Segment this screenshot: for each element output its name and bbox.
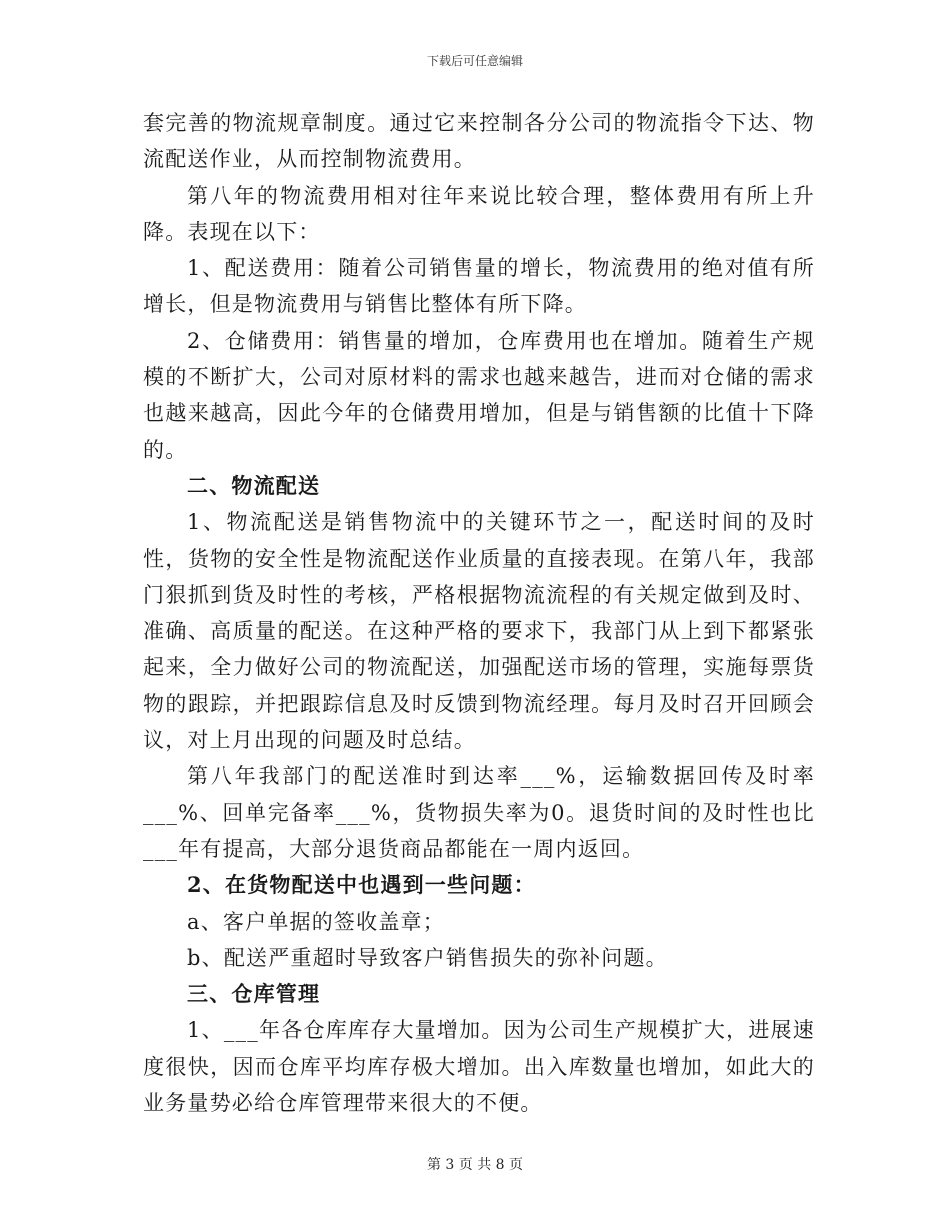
- document-body: [143, 105, 815, 1121]
- subheading-delivery-problems: 2、在货物配送中也遇到一些问题：: [187, 872, 536, 898]
- paragraph-cost-summary: 第八年的物流费用相对往年来说比较合理，整体费用有所上升降。表现在以下：: [143, 183, 815, 244]
- paragraph-delivery-rates: 第八年我部门的配送准时到达率___%，运输数据回传及时率___%、回单完备率___%，货物损失率为0。退货时间的及时性也比___年有提高，大部分退货商品都能在一周内返回。: [143, 764, 815, 861]
- section-heading-logistics-delivery: 二、物流配送: [187, 472, 321, 498]
- paragraph-delivery-details: 1、物流配送是销售物流中的关键环节之一，配送时间的及时性，货物的安全性是物流配送作业质量的直接表现。在第八年，我部门狠抓到货及时性的考核，严格根据物流流程的有关规定做到及时、准确、高质量的配送。在这种严格的要求下，我部门从上到下都紧张起来，全力做好公司的物流配送，加强配送市场的管理，实施每票货物的跟踪，并把跟踪信息及时反馈到物流经理。每月及时召开回顾会议，对上月出现的问题及时总结。: [143, 510, 815, 753]
- page-footer: 第 3 页 共 8 页: [426, 1157, 524, 1173]
- list-item-b: b、配送严重超时导致客户销售损失的弥补问题。: [187, 945, 668, 970]
- paragraph-storage-cost: 2、仓储费用：销售量的增加，仓库费用也在增加。随着生产规模的不断扩大，公司对原材料的需求也越来越告，进而对仓储的需求也越来越高，因此今年的仓储费用增加，但是与销售额的比值十下降的。: [143, 328, 815, 462]
- page-header: 下载后可任意编辑: [426, 54, 523, 68]
- paragraph-delivery-cost: 1、配送费用：随着公司销售量的增长，物流费用的绝对值有所增长，但是物流费用与销售比整体有所下降。: [143, 256, 815, 317]
- list-item-a: a、客户单据的签收盖章；: [187, 909, 445, 934]
- paragraph-warehouse-inventory: 1、___年各仓库库存大量增加。因为公司生产规模扩大，进展速度很快，因而仓库平均库存极大增加。出入库数量也增加，如此大的业务量势必给仓库管理带来很大的不便。: [143, 1018, 815, 1116]
- paragraph-continuation: 套完善的物流规章制度。通过它来控制各分公司的物流指令下达、物流配送作业，从而控制物流费用。: [143, 111, 815, 172]
- section-heading-warehouse: 三、仓库管理: [187, 981, 321, 1007]
